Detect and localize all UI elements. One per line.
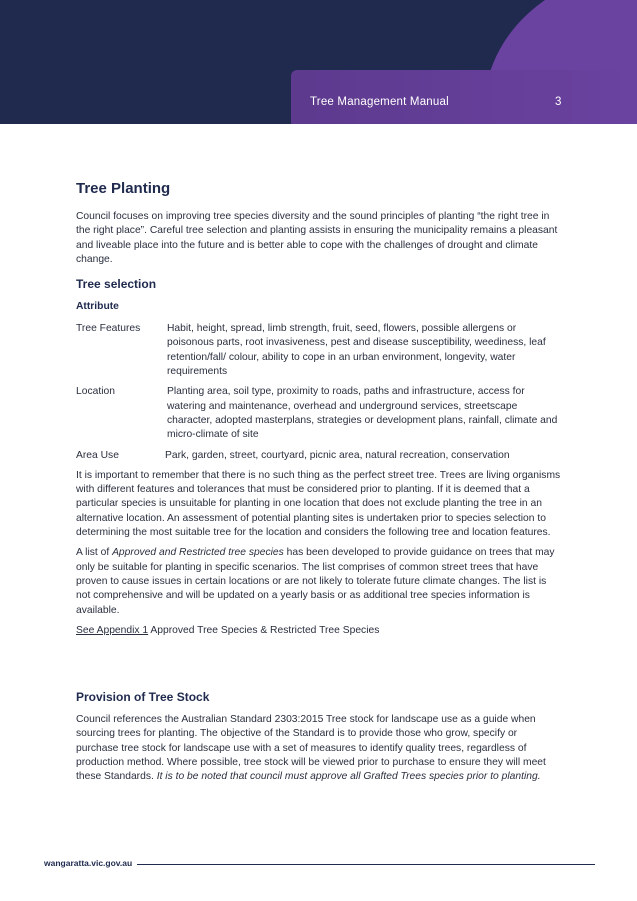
selection-paragraph: It is important to remember that there is no such thing as the perfect street tree. Trees are living organisms with different features and tolerances that must be considered prior to planting. If it is deemed that a particular species is unsuitable for planting in one location that does not exclude planting the tree in an alternative location. An assessment of potential planting sites is undertaken prior to species selection to determining the most suitable tree for the location and considers the following tree and location features.: [76, 469, 561, 539]
species-list-title: Approved and Restricted tree species: [112, 547, 284, 559]
attribute-value: Park, garden, street, courtyard, picnic area, natural recreation, conservation: [165, 449, 510, 461]
attribute-key: Location: [76, 386, 115, 398]
page-header: [0, 0, 637, 124]
subheading-provision-of-tree-stock: Provision of Tree Stock: [76, 690, 210, 705]
footer-divider: [137, 864, 595, 865]
appendix-link[interactable]: See Appendix 1: [76, 624, 149, 636]
footer-website[interactable]: wangaratta.vic.gov.au: [44, 858, 133, 868]
section-heading-tree-planting: Tree Planting: [76, 180, 171, 197]
tree-stock-paragraph: Council references the Australian Standard 2303:2015 Tree stock for landscape use as a guide when sourcing trees for planting. The objective of the Standard is to provide those who grow, specify or purchase tree stock for landscape use with a set of measures to identify quality trees, regardless of production method. Where possible, tree stock will be viewed prior to purchase to ensure they will meet these Standards. It is to be noted that council must approve all Grafted Trees species prior to planting.: [76, 714, 546, 783]
subheading-tree-selection: Tree selection: [76, 277, 157, 292]
tree-planting-intro: Council focuses on improving tree species diversity and the sound principles of planting “the right tree in the right place”. Careful tree selection and planting assists in ensuring the municipality remains a pleasant and liveable place into the future and is better able to cope with the challenges of drought and climate change.: [76, 211, 558, 265]
attribute-row: [76, 322, 562, 379]
page-content: [76, 180, 562, 791]
attribute-key: Tree Features: [76, 323, 141, 335]
appendix-reference: See Appendix 1 Approved Tree Species & Restricted Tree Species: [76, 624, 380, 636]
page-number: 3: [555, 96, 562, 108]
attribute-value: Habit, height, spread, limb strength, fruit, seed, flowers, possible allergens or poisonous parts, root invasiveness, pest and disease susceptibility, weediness, leaf retention/fall/ colour, ability to cope in an urban environment, longevity, water requirements: [167, 323, 546, 378]
attribute-label: Attribute: [76, 301, 119, 313]
attribute-key: Area Use: [76, 449, 119, 461]
document-title: Tree Management Manual: [310, 96, 449, 108]
section-spacer: [76, 644, 562, 684]
attribute-row: [76, 449, 562, 463]
attribute-value: Planting area, soil type, proximity to roads, paths and infrastructure, access for watering and maintenance, overhead and underground services, streetscape character, adopted masterplans, strategies or development plans, rainfall, climate and micro-climate of site: [167, 386, 558, 441]
species-list-paragraph: A list of Approved and Restricted tree species has been developed to provide guidance on trees that may only be suitable for planting in specific scenarios. The list comprises of common street trees that have proven to cause issues in certain locations or are not likely to tolerate future climate changes. The list is not comprehensive and will be updated on a yearly basis or as additional tree species information is available.: [76, 547, 555, 616]
attribute-row: [76, 385, 562, 442]
grafted-trees-note: It is to be noted that council must approve all Grafted Trees species prior to planting.: [156, 771, 541, 783]
